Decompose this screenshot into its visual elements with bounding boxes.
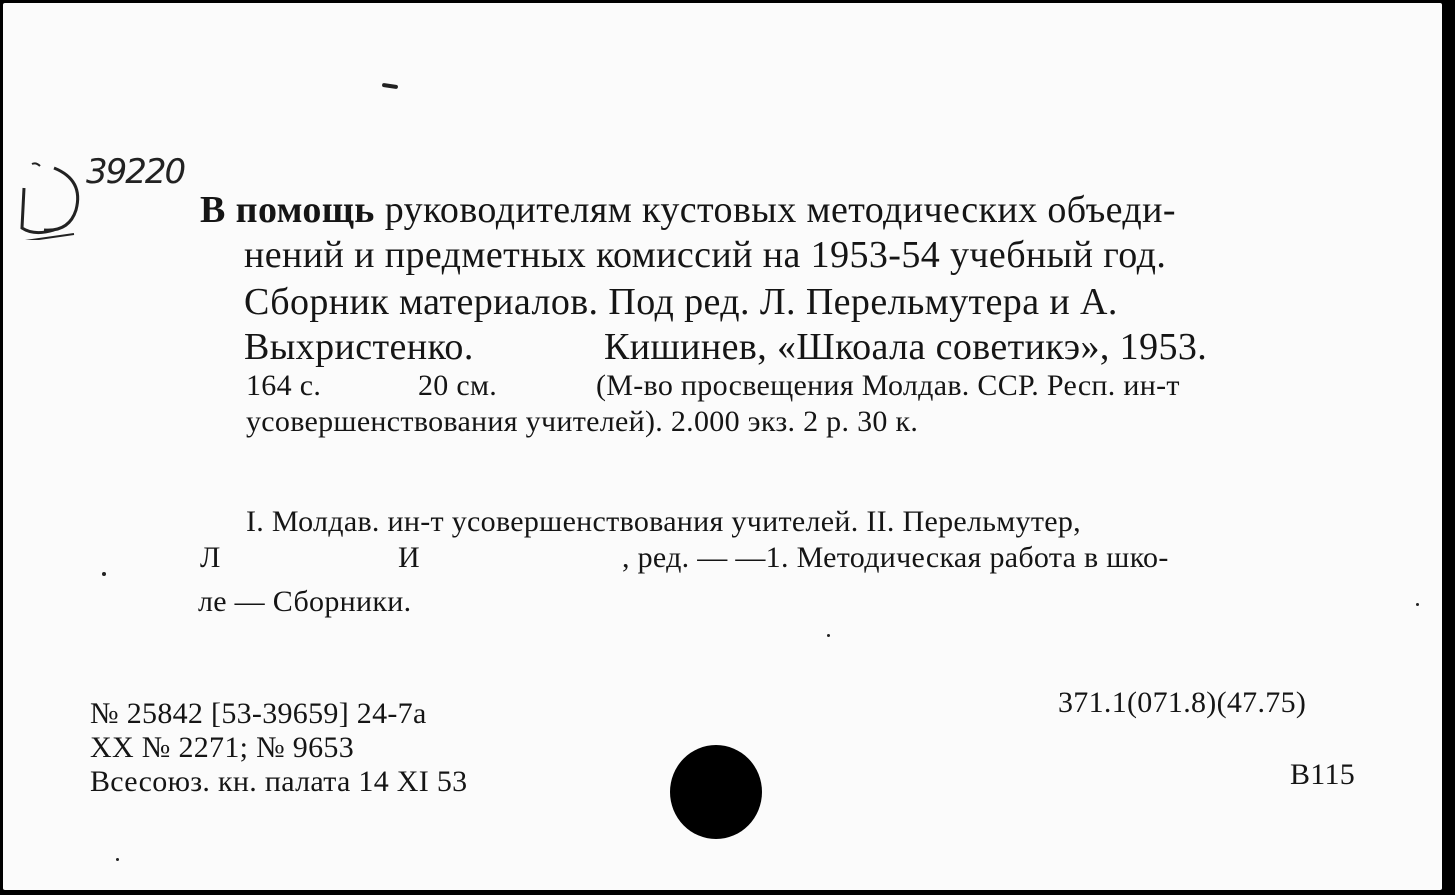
title-bold-word: помощь bbox=[235, 189, 375, 231]
card-edge bbox=[1442, 0, 1455, 895]
handwritten-number: 39220 bbox=[86, 152, 185, 192]
punch-hole bbox=[670, 745, 762, 839]
tracing-initial-l: Л bbox=[200, 541, 221, 574]
ink-speck bbox=[102, 572, 106, 576]
title-first-word: В bbox=[200, 189, 226, 231]
author-code: В115 bbox=[1290, 758, 1356, 791]
handwritten-bracket-mark bbox=[14, 160, 92, 240]
series-note: (М-во просвещения Молдав. ССР. Респ. ин-т bbox=[596, 369, 1180, 402]
imprint: Кишинев, «Шкоала советикэ», 1953. bbox=[604, 326, 1208, 368]
entry-line-3: Сборник материалов. Под ред. Л. Перельмутера и А. bbox=[244, 281, 1118, 323]
classification-code: 371.1(071.8)(47.75) bbox=[1058, 686, 1307, 719]
entry-line-5 bbox=[246, 369, 1180, 403]
pages: 164 с. bbox=[246, 369, 322, 402]
editor-name: Выхристенко. bbox=[244, 326, 474, 368]
ink-speck bbox=[116, 858, 119, 861]
entry-line-1 bbox=[200, 188, 1176, 232]
size: 20 см. bbox=[418, 369, 498, 402]
entry-line-2: нений и предметных комиссий на 1953-54 учебный год. bbox=[244, 234, 1167, 276]
footer-left-line-2: XX № 2271; № 9653 bbox=[90, 731, 355, 764]
entry-line-1-rest: руководителям кустовых методических объеди- bbox=[384, 189, 1176, 231]
tracing-line-2-rest: , ред. — —1. Методическая работа в шко- bbox=[622, 541, 1169, 574]
footer-left-line-3: Всесоюз. кн. палата 14 XI 53 bbox=[90, 765, 468, 798]
ink-speck bbox=[1416, 603, 1419, 606]
tracing-initial-i: И bbox=[398, 541, 420, 574]
tracing-line-2 bbox=[200, 541, 1169, 575]
ink-speck bbox=[827, 634, 830, 637]
tracing-line-3: ле — Сборники. bbox=[198, 585, 412, 618]
tracing-line-1: I. Молдав. ин-т усовершенствования учителей. II. Перельмутер, bbox=[246, 505, 1081, 538]
entry-line-4 bbox=[244, 325, 1207, 369]
entry-line-6: усовершенствования учителей). 2.000 экз. 2 р. 30 к. bbox=[246, 405, 919, 438]
footer-left-line-1: № 25842 [53-39659] 24-7а bbox=[90, 697, 427, 730]
